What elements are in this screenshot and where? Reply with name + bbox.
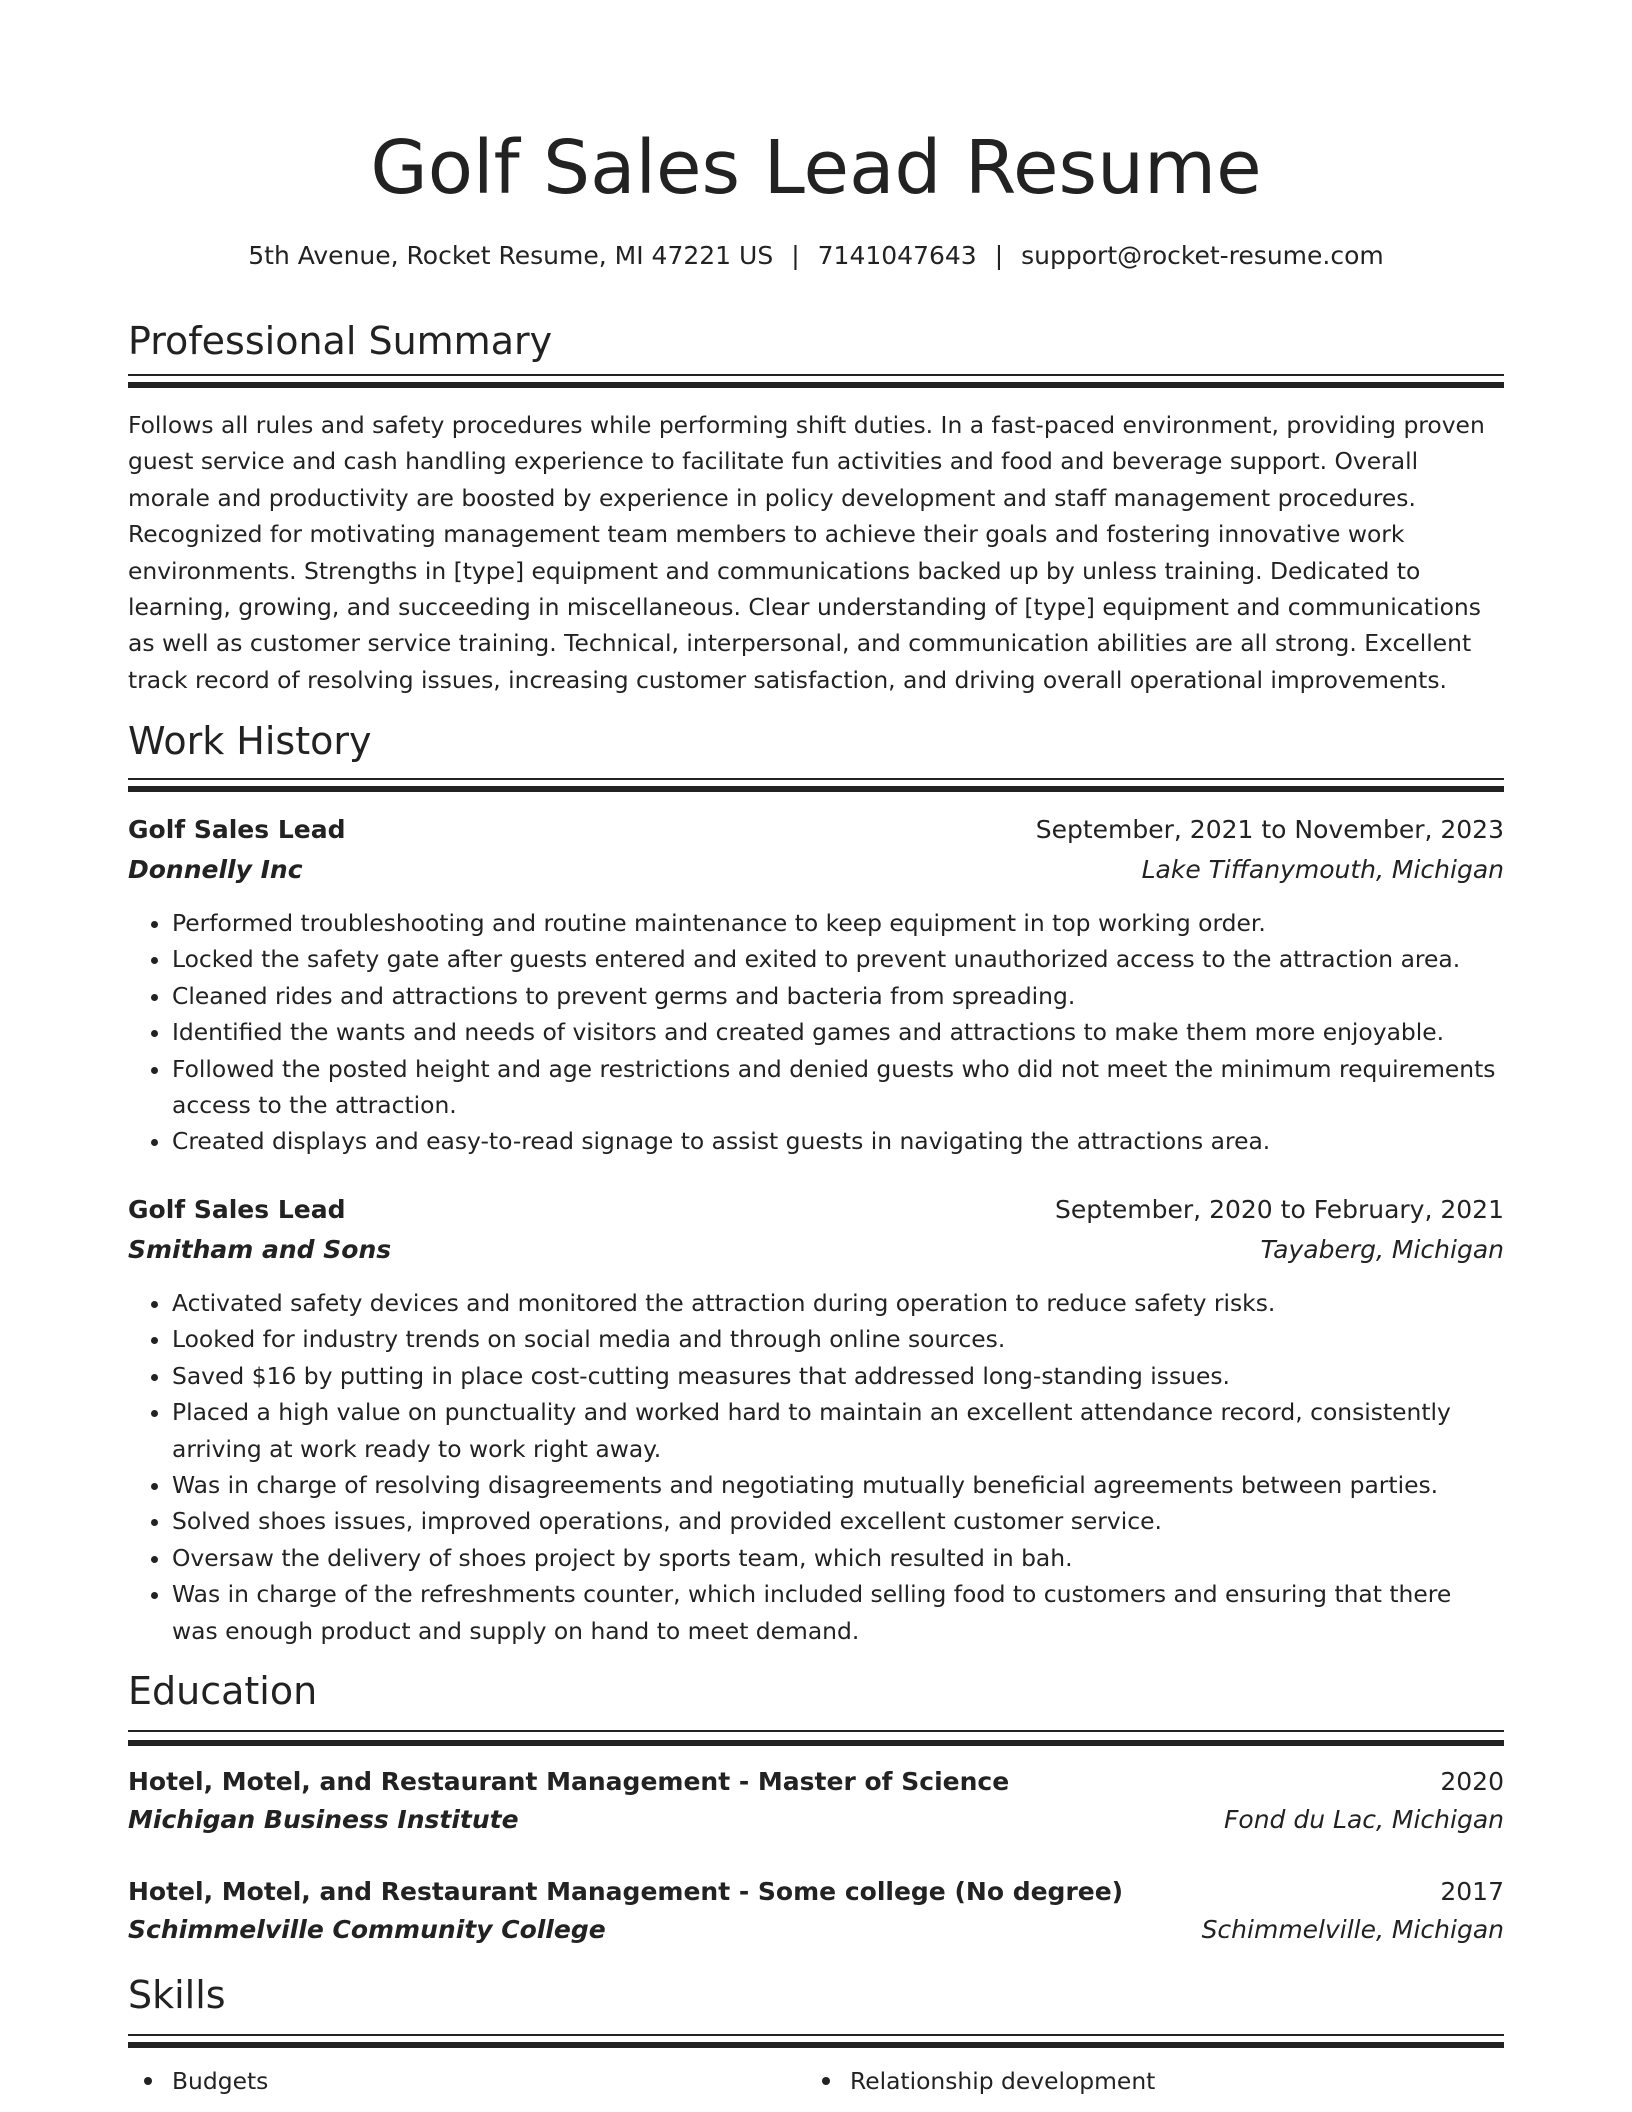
education-school: Michigan Business Institute — [128, 1805, 519, 1834]
education-degree: Hotel, Motel, and Restaurant Management - Some college (No degree) — [128, 1877, 1124, 1906]
contact-line — [128, 238, 1504, 274]
section-divider — [128, 1740, 1504, 1746]
list-item: • Solved shoes issues, improved operations, and provided excellent customer service. — [172, 1503, 1504, 1539]
education-degree: Hotel, Motel, and Restaurant Management - Master of Science — [128, 1767, 1010, 1796]
section-divider — [128, 2034, 1504, 2036]
job-title: Golf Sales Lead — [128, 815, 346, 844]
list-item: • Was in charge of resolving disagreements and negotiating mutually beneficial agreements between parties. — [172, 1467, 1504, 1503]
job-dates: September, 2021 to November, 2023 — [1035, 815, 1504, 844]
list-item: • Placed a high value on punctuality and worked hard to maintain an excellent attendance record, consistently arriving at work ready to work right away. — [172, 1394, 1504, 1467]
section-divider — [128, 382, 1504, 388]
education-location: Fond du Lac, Michigan — [1224, 1805, 1504, 1834]
list-item: • Saved $16 by putting in place cost-cutting measures that addressed long-standing issues. — [172, 1358, 1504, 1394]
contact-separator: | — [994, 241, 1004, 270]
list-item: • Cleaned rides and attractions to prevent germs and bacteria from spreading. — [172, 978, 1504, 1014]
contact-phone: 7141047643 — [817, 241, 977, 270]
job-location: Tayaberg, Michigan — [1260, 1235, 1504, 1264]
section-heading-work-history: Work History — [128, 719, 372, 763]
job-company-row — [128, 1232, 1504, 1268]
section-heading-summary: Professional Summary — [128, 319, 553, 363]
list-item: • Performed troubleshooting and routine maintenance to keep equipment in top working order. — [172, 905, 1504, 941]
job-bullet-list — [128, 905, 1504, 1160]
list-item: • Followed the posted height and age restrictions and denied guests who did not meet the minimum requirements access to the attraction. — [172, 1051, 1504, 1124]
page-title: Golf Sales Lead Resume — [370, 125, 1262, 211]
job-bullet-list — [128, 1285, 1504, 1649]
list-item: • Oversaw the delivery of shoes project by sports team, which resulted in bah. — [172, 1540, 1504, 1576]
education-school-row — [128, 1802, 1504, 1838]
education-school-row — [128, 1912, 1504, 1948]
contact-separator: | — [791, 241, 800, 270]
skill-item: Relationship development — [806, 2063, 1504, 2099]
education-year: 2017 — [1440, 1877, 1504, 1906]
list-item: • Was in charge of the refreshments counter, which included selling food to customers and ensuring that there was enough product and supply on hand to meet demand. — [172, 1576, 1504, 1649]
list-item: • Locked the safety gate after guests entered and exited to prevent unauthorized access to the attraction area. — [172, 941, 1504, 977]
job-location: Lake Tiffanymouth, Michigan — [1141, 855, 1504, 884]
education-header-row — [128, 1764, 1504, 1800]
section-divider — [128, 1730, 1504, 1732]
education-location: Schimmelville, Michigan — [1201, 1915, 1504, 1944]
list-item: • Activated safety devices and monitored the attraction during operation to reduce safety risks. — [172, 1285, 1504, 1321]
job-dates: September, 2020 to February, 2021 — [1055, 1195, 1504, 1224]
education-header-row — [128, 1874, 1504, 1910]
contact-email: support@rocket-resume.com — [1021, 241, 1384, 270]
list-item: • Identified the wants and needs of visitors and created games and attractions to make them more enjoyable. — [172, 1014, 1504, 1050]
job-header-row — [128, 1192, 1504, 1228]
section-heading-skills: Skills — [128, 1973, 226, 2017]
summary-text: Follows all rules and safety procedures while performing shift duties. In a fast-paced environment, providing proven guest service and cash handling experience to facilitate fun activities and food and beverage support. Overall morale and productivity are boosted by experience in policy development and staff management procedures. Recognized for motivating management team members to achieve their goals and fostering innovative work environments. Strengths in [type] equipment and communications backed up by unless training. Dedicated to learning, growing, and succeeding in miscellaneous. Clear understanding of [type] equipment and communications as well as customer service training. Technical, interpersonal, and communication abilities are all strong. Excellent track record of resolving issues, increasing customer satisfaction, and driving overall operational improvements. — [128, 411, 1485, 694]
education-school: Schimmelville Community College — [128, 1915, 606, 1944]
skill-item: Budgets — [128, 2063, 806, 2099]
job-company-row — [128, 852, 1504, 888]
section-divider — [128, 786, 1504, 792]
section-divider — [128, 374, 1504, 376]
section-heading-education: Education — [128, 1669, 318, 1713]
section-divider — [128, 778, 1504, 780]
job-company: Donnelly Inc — [128, 855, 303, 884]
contact-address: 5th Avenue, Rocket Resume, MI 47221 US — [248, 241, 774, 270]
job-title: Golf Sales Lead — [128, 1195, 346, 1224]
skills-list — [128, 2063, 1504, 2099]
job-company: Smitham and Sons — [128, 1235, 392, 1264]
job-header-row — [128, 812, 1504, 848]
education-year: 2020 — [1440, 1767, 1504, 1796]
list-item: • Created displays and easy-to-read signage to assist guests in navigating the attractions area. — [172, 1123, 1504, 1159]
list-item: • Looked for industry trends on social media and through online sources. — [172, 1321, 1504, 1357]
section-divider — [128, 2042, 1504, 2048]
